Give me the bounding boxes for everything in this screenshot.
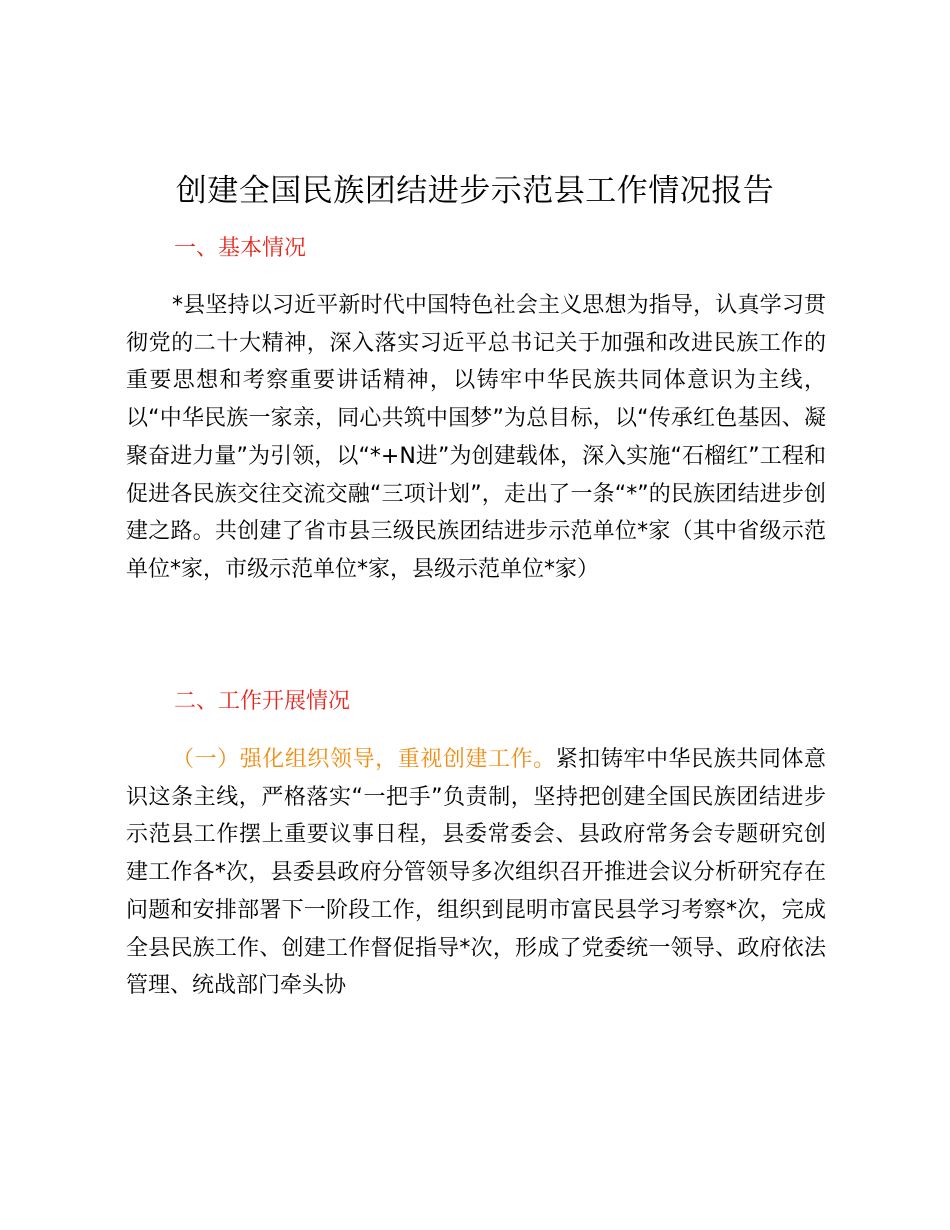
document-title: 创建全国民族团结进步示范县工作情况报告 xyxy=(175,173,775,209)
section-paragraph-work-progress xyxy=(126,741,826,1005)
section-paragraph-basic-situation: *县坚持以习近平新时代中国特色社会主义思想为指导，认真学习贯彻党的二十大精神，深入落实习近平总书记关于加强和改进民族工作的重要思想和考察重要讲话精神，以铸牢中华民族共同体意识为主线，以“中华民族一家亲，同心共筑中国梦”为总目标，以“传承红色基因、凝聚奋进力量”为引领，以“*+N进”为创建载体，深入实施“石榴红”工程和促进各民族交往交流交融“三项计划”，走出了一条“*”的民族团结进步创建之路。共创建了省市县三级民族团结进步示范单位*家（其中省级示范单位*家，市级示范单位*家，县级示范单位*家） xyxy=(126,293,826,582)
section-heading-work-progress: 二、工作开展情况 xyxy=(174,689,351,714)
section-heading-basic-situation: 一、基本情况 xyxy=(174,236,307,261)
subsection-body-text: 紧扣铸牢中华民族共同体意识这条主线，严格落实“一把手”负责制，坚持把创建全国民族团结进步示范县工作摆上重要议事日程，县委常委会、县政府常务会专题研究创建工作各*次，县委县政府分管领导多次组织召开推进会议分析研究存在问题和安排部署下一阶段工作，组织到昆明市富民县学习考察*次，完成全县民族工作、创建工作督促指导*次，形成了党委统一领导、政府依法管理、统战部门牵头协 xyxy=(126,747,826,999)
subsection-heading-organization: （一）强化组织领导，重视创建工作。 xyxy=(172,747,556,772)
